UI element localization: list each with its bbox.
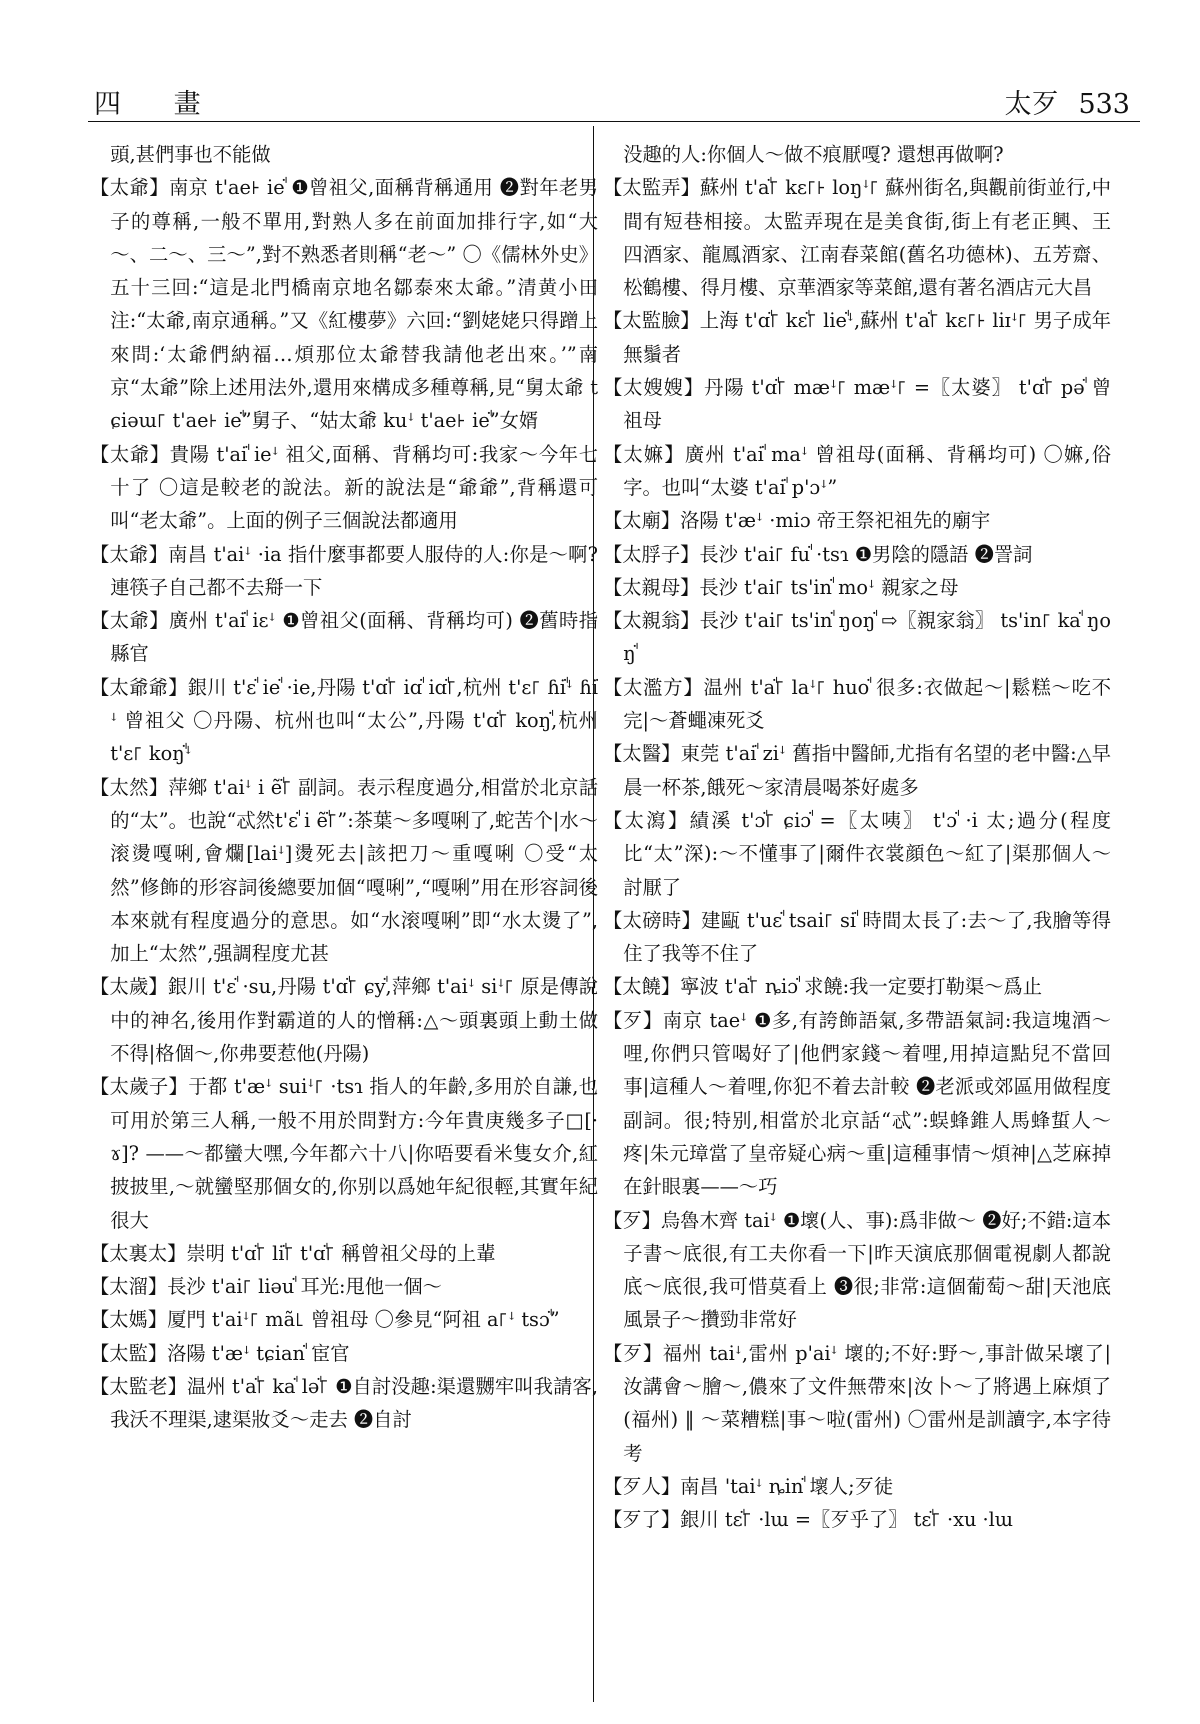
- page-headwords: 太歹: [1004, 89, 1059, 120]
- dictionary-entry: 【太親翁】長沙 t'ai꜒ ts'inꜗ ŋoŋꜗ ⇨〖親家翁〗 ts'in꜒ kaꜗ ŋoŋꜗ: [603, 609, 1111, 666]
- dictionary-entry: 【太親母】長沙 t'ai꜒ ts'inꜗ moꜜ 親家之母: [603, 575, 959, 599]
- dictionary-entry: 【太溜】長沙 t'ai꜒ liəuꜗ 耳光:甩他一個～: [90, 1275, 442, 1299]
- dictionary-entry: 【太嫲】廣州 t'aiꜗ maꜜ 曾祖母(面稱、背稱均可) 〇嫲,俗字。也叫“太婆 t'aiꜗ p'ɔꜜ”: [603, 442, 1111, 499]
- entry-continuation: 没趣的人:你個人～做不痕厭嘎? 還想再做啊?: [623, 143, 1004, 166]
- dictionary-entry: 【太監】洛陽 t'æꜜ tɕianꜗ 宦官: [90, 1341, 350, 1365]
- column-divider: [593, 126, 594, 1702]
- dictionary-entry: 【太裏太】崇明 t'ɑꜗ꜒ liꜗ꜒ t'ɑꜗ꜒ 稱曾祖父母的上輩: [90, 1241, 496, 1265]
- dictionary-entry: 【太嫂嫂】丹陽 t'ɑꜗ꜒ mæꜜ꜒ mæꜜ꜒ =〖太婆〗 t'ɑꜗ꜒ pəꜗ 曾祖母: [603, 376, 1111, 433]
- dictionary-entry: 【太脬子】長沙 t'ai꜒ fuꜗ ·tsɿ ❶男陰的隱語 ❷詈詞: [603, 542, 1033, 566]
- dictionary-entry: 【太爺】南昌 t'aiꜜ ·ia 指什麼事都要人服侍的人:你是～啊? 連筷子自己都不去搿一下: [90, 542, 598, 599]
- dictionary-entry: 【太廟】洛陽 t'æꜜ ·miɔ 帝王祭祀祖先的廟宇: [603, 509, 991, 533]
- dictionary-entry: 【太醫】東莞 t'aiꜗ ziꜜ 舊指中醫師,尤指有名望的老中醫:△早晨一杯茶,餓死～家清晨喝茶好處多: [603, 742, 1111, 799]
- running-head: [1004, 82, 1130, 121]
- dictionary-entry: 【太濫方】温州 t'aꜗ꜒ laꜜ꜒ huoꜗ 很多:衣做起～|鬆糕～吃不完|～蒼蠅凍死爻: [603, 675, 1111, 733]
- header-rule: [88, 121, 1140, 122]
- dictionary-entry: 【歹】福州 taiꜜ,雷州 p'aiꜜ 壞的;不好:野～,事計做呆壞了|汝講會～膾～,儂來了文件無帶來|汝卜～了將遇上麻煩了(福州) ‖ ～菜糟糕|事～啦(雷州) 〇雷州是訓讀字,本字待考: [603, 1341, 1111, 1465]
- dictionary-entry: 【太爺】廣州 t'aiꜗ iɛꜜ ❶曾祖父(面稱、背稱均可) ❷舊時指縣官: [90, 609, 598, 666]
- dictionary-entry: 【太磅時】建甌 t'uɛꜗ tsai꜒ siꜗ 時間太長了:去～了,我膾等得住了我等不住了: [603, 908, 1111, 966]
- right-column: [603, 138, 1111, 1688]
- dictionary-entry: 【太然】萍鄉 t'aiꜜ i ẽꜗ꜒ 副詞。表示程度過分,相當於北京話的“太”。也說“忒然t'ɛꜗ i ẽꜗ꜒”:茶葉～多嘎唎了,蛇苦个|水～滚燙嘎唎,會爛[laiꜜ]燙死去|該把刀～重嘎唎 〇受“太然”修飾的形容詞後總要加個“嘎唎”,“嘎唎”用在形容詞後本來就有程度過分的意思。如“水滚嘎唎”即“水太燙了”,加上“太然”,强調程度尤甚: [90, 775, 598, 966]
- dictionary-entry: 【歹】烏魯木齊 taiꜜ ❶壞(人、事):爲非做～ ❷好;不錯:這本子書～底很,有工夫你看一下|昨天演底那個電視劇人都說底～底很,我可惜莫看上 ❸很;非常:這個葡萄～甜|天池底風景子～攢勁非常好: [603, 1208, 1111, 1332]
- dictionary-entry: 【歹了】銀川 tɛꜗ꜒ ·lɯ =〖歹乎了〗 tɛꜗ꜒ ·xu ·lɯ: [603, 1508, 1014, 1532]
- dictionary-entry: 【太爺】南京 t'ae꜔ ieꜗ ❶曾祖父,面稱背稱通用 ❷對年老男子的尊稱,一般不單用,對熟人多在前面加排行字,如“大～、二～、三～”,對不熟悉者則稱“老～” 〇《儒林外史》五十三回:“這是北門橋南京地名鄒泰來太爺。”清黄小田注:“太爺,南京通稱。”又《紅樓夢》六回:“劉姥姥只得蹭上來問:‘太爺們納福…煩那位太爺替我請他老出來。’”南京“太爺”除上述用法外,還用來構成多種尊稱,見“舅太爺 tɕiəɯ꜒ t'ae꜔ ieꜗ”舅子、“姑太爺 kuꜜ t'ae꜔ ieꜗ”女婿: [90, 176, 598, 433]
- dictionary-entry: 【太瀉】績溪 t'ɔꜗ꜒ ɕiɔꜗ =〖太咦〗 t'ɔꜗ ·i 太;過分(程度比“太”深):～不懂事了|爾件衣裳顔色～紅了|渠那個人～討厭了: [603, 808, 1111, 899]
- entry-continuation: 頭,甚們事也不能做: [110, 143, 271, 166]
- page-number: 533: [1078, 89, 1130, 120]
- dictionary-entry: 【太歲子】于都 t'æꜜ suiꜜ꜒ ·tsɿ 指人的年齡,多用於自謙,也可用於第三人稱,一般不用於問對方:今年貴庚幾多子□[·ɤ]? ——～都蠻大嘿,今年都六十八|你唔要看米隻女介,紅披披里,～就蠻堅那個女的,你别以爲她年紀很輕,其實年紀很大: [90, 1075, 598, 1232]
- dictionary-entry: 【太爺爺】銀川 t'ɛꜗ ieꜗ ·ie,丹陽 t'ɑꜗ꜒ iɑꜗ iɑꜗ꜒,杭州 t'ɛ꜒ ɦiꜗꜜ ɦiꜗꜜ 曾祖父 〇丹陽、杭州也叫“太公”,丹陽 t'ɑꜗ꜒ koŋꜗ,杭州 t'ɛ꜒ koŋꜗꜜ: [90, 675, 598, 766]
- dictionary-entry: 【太監臉】上海 t'ɑꜗ꜒ kɛꜗ꜒ lieꜗꜜ,蘇州 t'aꜗ꜒ kɛ꜒꜔ liɪꜜ꜒ 男子成年無鬚者: [603, 309, 1111, 366]
- section-heading: 四 畫: [94, 89, 223, 120]
- dictionary-entry: 【太監弄】蘇州 t'aꜗ꜒ kɛ꜒꜔ loŋꜜ꜒ 蘇州街名,與觀前街並行,中間有短巷相接。太監弄現在是美食街,街上有老正興、王四酒家、龍鳳酒家、江南春菜館(舊名功德林)、五芳齋、松鶴樓、得月樓、京華酒家等菜館,還有著名酒店元大昌: [603, 176, 1111, 300]
- dictionary-entry: 【太監老】温州 t'aꜗ꜒ kaꜗ ləꜗ꜒ ❶自討没趣:渠還嬲牢叫我請客,我沃不理渠,逮渠妝爻～走去 ❷自討: [90, 1374, 598, 1432]
- dictionary-entry: 【歹人】南昌 'taiꜜ ȵinꜗ 壞人;歹徒: [603, 1474, 894, 1498]
- dictionary-entry: 【歹】南京 taeꜜ ❶多,有誇飾語氣,多帶語氣詞:我這塊酒～哩,你們只管喝好了|他們家錢～着哩,用掉這點兒不當回事|這種人～着哩,你犯不着去計較 ❷老派或郊區用做程度副詞。很;特别,相當於北京話“忒”:蜈蜂錐人馬蜂蜇人～疼|朱元璋當了皇帝疑心病～重|這種事情～煩神|△芝麻掉在針眼裏——～巧: [603, 1008, 1111, 1199]
- dictionary-entry: 【太饒】寧波 t'aꜗ꜒ ȵiɔꜗ 求饒:我一定要打勒渠～爲止: [603, 975, 1042, 999]
- dictionary-entry: 【太歲】銀川 t'ɛꜗ ·su,丹陽 t'ɑꜗ꜒ ɕyꜗ,萍鄉 t'aiꜜ siꜜ꜒ 原是傳說中的神名,後用作對霸道的人的憎稱:△～頭裏頭上動土做不得|格個～,你弗要惹他(丹陽): [90, 975, 598, 1066]
- dictionary-entry: 【太媽】厦門 t'aiꜜ꜒ mã꜖ 曾祖母 〇參見“阿祖 a꜒ꜜ tsɔꜗ”: [90, 1308, 560, 1332]
- dictionary-entry: 【太爺】貴陽 t'aiꜗ ieꜜ 祖父,面稱、背稱均可:我家～今年七十了 〇這是較老的說法。新的說法是“爺爺”,背稱還可叫“老太爺”。上面的例子三個說法都適用: [90, 442, 598, 533]
- left-column: [90, 138, 598, 1688]
